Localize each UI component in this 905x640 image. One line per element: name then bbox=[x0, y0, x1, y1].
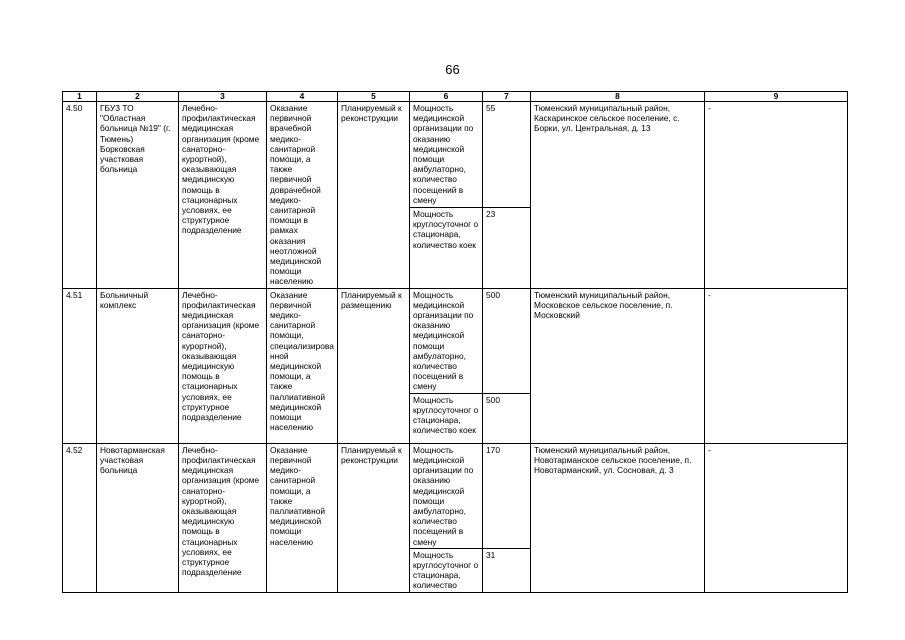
column-header: 8 bbox=[531, 92, 705, 102]
facility-type: Лечебно-профилактическая медицинская организация (кроме санаторно-курортной), оказывающая медицинскую помощь в стационарных условиях, ее структурное подразделение bbox=[179, 443, 267, 592]
capacity-value: 170 bbox=[483, 443, 531, 548]
column-header: 7 bbox=[483, 92, 531, 102]
facility-name: ГБУЗ ТО "Областная больница №19" (г. Тюмень) Борковская участковая больница bbox=[97, 102, 179, 289]
facility-name: Новотарманская участковая больница bbox=[97, 443, 179, 592]
table-row bbox=[63, 102, 848, 208]
facility-status: Планируемый к реконструкции bbox=[338, 102, 410, 289]
column-header: 5 bbox=[338, 92, 410, 102]
capacity-value: 500 bbox=[483, 393, 531, 443]
row-number: 4.50 bbox=[63, 102, 97, 289]
facility-location: Тюменский муниципальный район, Каскаринское сельское поселение, с. Борки, ул. Центральная, д. 13 bbox=[531, 102, 705, 289]
column-header: 9 bbox=[705, 92, 848, 102]
facilities-table bbox=[62, 91, 848, 593]
facility-note: - bbox=[705, 288, 848, 443]
column-header: 3 bbox=[179, 92, 267, 102]
capacity-value: 500 bbox=[483, 288, 531, 393]
capacity-value: 55 bbox=[483, 102, 531, 208]
column-header: 2 bbox=[97, 92, 179, 102]
page-number: 66 bbox=[445, 62, 460, 77]
facility-status: Планируемый к размещению bbox=[338, 288, 410, 443]
capacity-value: 31 bbox=[483, 548, 531, 592]
facility-type: Лечебно-профилактическая медицинская организация (кроме санаторно-курортной), оказывающая медицинскую помощь в стационарных условиях, ее структурное подразделение bbox=[179, 288, 267, 443]
facility-note: - bbox=[705, 443, 848, 592]
row-number: 4.52 bbox=[63, 443, 97, 592]
column-header: 4 bbox=[267, 92, 338, 102]
facility-location: Тюменский муниципальный район, Московское сельское поселение, п. Московский bbox=[531, 288, 705, 443]
facility-purpose: Оказание первичной медико-санитарной помощи, специализированной медицинской помощи, а также паллиативной медицинской помощи населению bbox=[267, 288, 338, 443]
facility-purpose: Оказание первичной врачебной медико-санитарной помощи, а также первичной доврачебной медико-санитарной помощи в рамках оказания неотложной медицинской помощи населению bbox=[267, 102, 338, 289]
table-row bbox=[63, 443, 848, 548]
capacity-label: Мощность медицинской организации по оказанию медицинской помощи амбулаторно, количество посещений в смену bbox=[410, 443, 483, 548]
facility-type: Лечебно-профилактическая медицинская организация (кроме санаторно-курортной), оказывающая медицинскую помощь в стационарных условиях, ее структурное подразделение bbox=[179, 102, 267, 289]
capacity-label: Мощность медицинской организации по оказанию медицинской помощи амбулаторно, количество посещений в смену bbox=[410, 288, 483, 393]
capacity-label: Мощность круглосуточног о стационара, количество коек bbox=[410, 393, 483, 443]
facility-name: Больничный комплекс bbox=[97, 288, 179, 443]
facility-purpose: Оказание первичной медико-санитарной помощи, а также паллиативной медицинской помощи населению bbox=[267, 443, 338, 592]
row-number: 4.51 bbox=[63, 288, 97, 443]
capacity-label: Мощность медицинской организации по оказанию медицинской помощи амбулаторно, количество посещений в смену bbox=[410, 102, 483, 208]
column-header: 1 bbox=[63, 92, 97, 102]
column-header: 6 bbox=[410, 92, 483, 102]
capacity-label: Мощность круглосуточног о стационара, количество bbox=[410, 548, 483, 592]
facility-note: - bbox=[705, 102, 848, 289]
facility-location: Тюменский муниципальный район, Новотарманское сельское поселение, п. Новотарманский, ул. Сосновая, д. 3 bbox=[531, 443, 705, 592]
facility-status: Планируемый к реконструкции bbox=[338, 443, 410, 592]
header-row bbox=[63, 92, 848, 102]
capacity-label: Мощность круглосуточног о стационара, количество коек bbox=[410, 207, 483, 288]
capacity-value: 23 bbox=[483, 207, 531, 288]
table-row bbox=[63, 288, 848, 393]
